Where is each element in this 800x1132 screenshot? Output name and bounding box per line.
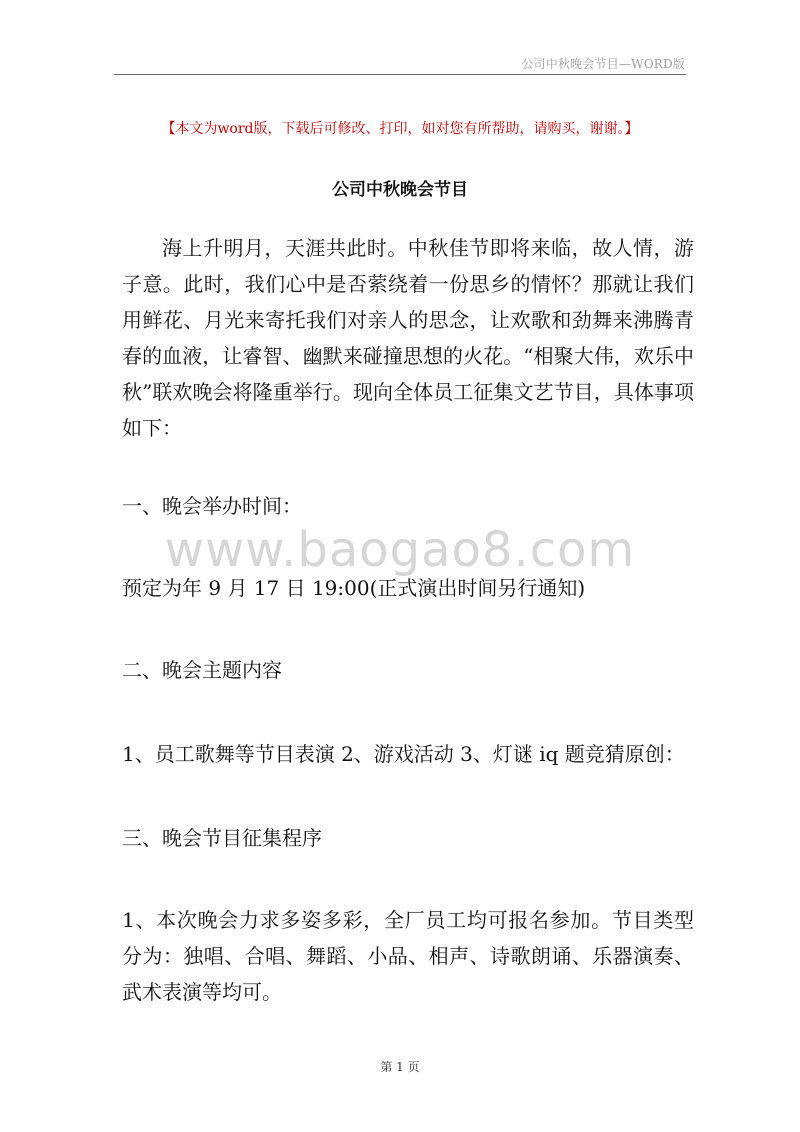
page-number: 第 1 页: [380, 1060, 420, 1074]
document-title: 公司中秋晚会节目: [332, 180, 468, 200]
section-heading-theme: 二、晚会主题内容: [122, 658, 282, 682]
intro-paragraph: 海上升明月，天涯共此时。中秋佳节即将来临，故人情，游子意。此时，我们心中是否萦绕着一份思乡的情怀？那就让我们用鲜花、月光来寄托我们对亲人的思念，让欢歌和劲舞来沸腾青春的血液，让睿智、幽默来碰撞思想的火花。“相聚大伟，欢乐中秋”联欢晚会将隆重举行。现向全体员工征集文艺节目，具体事项如下：: [122, 236, 694, 440]
section-heading-procedure: 三、晚会节目征集程序: [122, 826, 322, 850]
section-body-theme: 1、员工歌舞等节目表演 2、游戏活动 3、灯谜 iq 题竞猜原创：: [122, 742, 685, 766]
section-heading-time: 一、晚会举办时间：: [122, 494, 302, 518]
watermark-text: www.baogao8.com: [164, 522, 636, 578]
purchase-notice: 【本文为word版，下载后可修改、打印，如对您有所帮助，请购买，谢谢。】: [161, 121, 639, 137]
running-header: 公司中秋晚会节目—WORD版: [521, 57, 685, 71]
header-divider: [114, 74, 686, 75]
section-body-time: 预定为年 9 月 17 日 19:00(正式演出时间另行通知): [122, 576, 586, 600]
section-body-procedure: 1、本次晚会力求多姿多彩，全厂员工均可报名参加。节目类型分为：独唱、合唱、舞蹈、小品、相声、诗歌朗诵、乐器演奏、武术表演等均可。: [122, 908, 694, 1004]
